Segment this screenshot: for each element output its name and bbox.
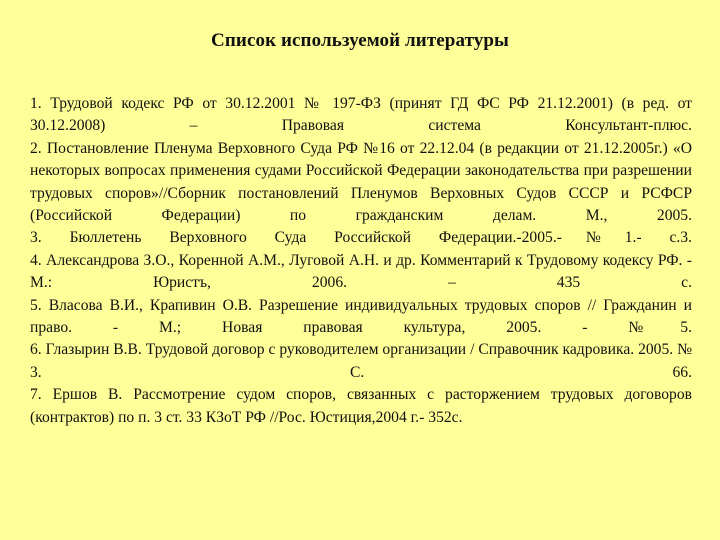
- reference-item: 3. Бюллетень Верховного Суда Российской Федерации.-2005.-№1.- с.3.: [30, 229, 692, 247]
- reference-item: 7. Ершов В. Рассмотрение судом споров, связанных с расторжением трудовых договоров (контрактов) по п. 3 ст. 33 КЗоТ РФ //Рос. Юстиция,2004 г.- 352с.: [30, 386, 692, 426]
- reference-item: 6. Глазырин В.В. Трудовой договор с руководителем организации / Справочник кадровика. 2005. № 3. С. 66.: [30, 341, 692, 381]
- page-title: Список используемой литературы: [211, 30, 509, 51]
- reference-item: 1. Трудовой кодекс РФ от 30.12.2001 № 197-ФЗ (принят ГД ФС РФ 21.12.2001) (в ред. от 30.12.2008) – Правовая система Консультант-плюс.: [30, 95, 692, 135]
- reference-item: 5. Власова В.И., Крапивин О.В. Разрешение индивидуальных трудовых споров // Гражданин и право. - М.; Новая правовая культура, 2005. - №5.: [30, 296, 692, 337]
- reference-item: 2. Постановление Пленума Верховного Суда РФ №16 от 22.12.04 (в редакции от 21.12.2005г.) «О некоторых вопросах применения судами Российской Федерации законодательства при разрешении трудовых споров»//Сборник постановлений Пленумов Верховных Судов СССР и РСФСР (Российской Федерации) по гражданским делам. М., 2005.: [30, 139, 692, 225]
- reference-list: [30, 93, 692, 429]
- reference-item: 4. Александрова З.О., Коренной А.М., Луговой А.Н. и др. Комментарий к Трудовому кодексу РФ. - М.: Юристъ, 2006. – 435 с.: [30, 251, 692, 292]
